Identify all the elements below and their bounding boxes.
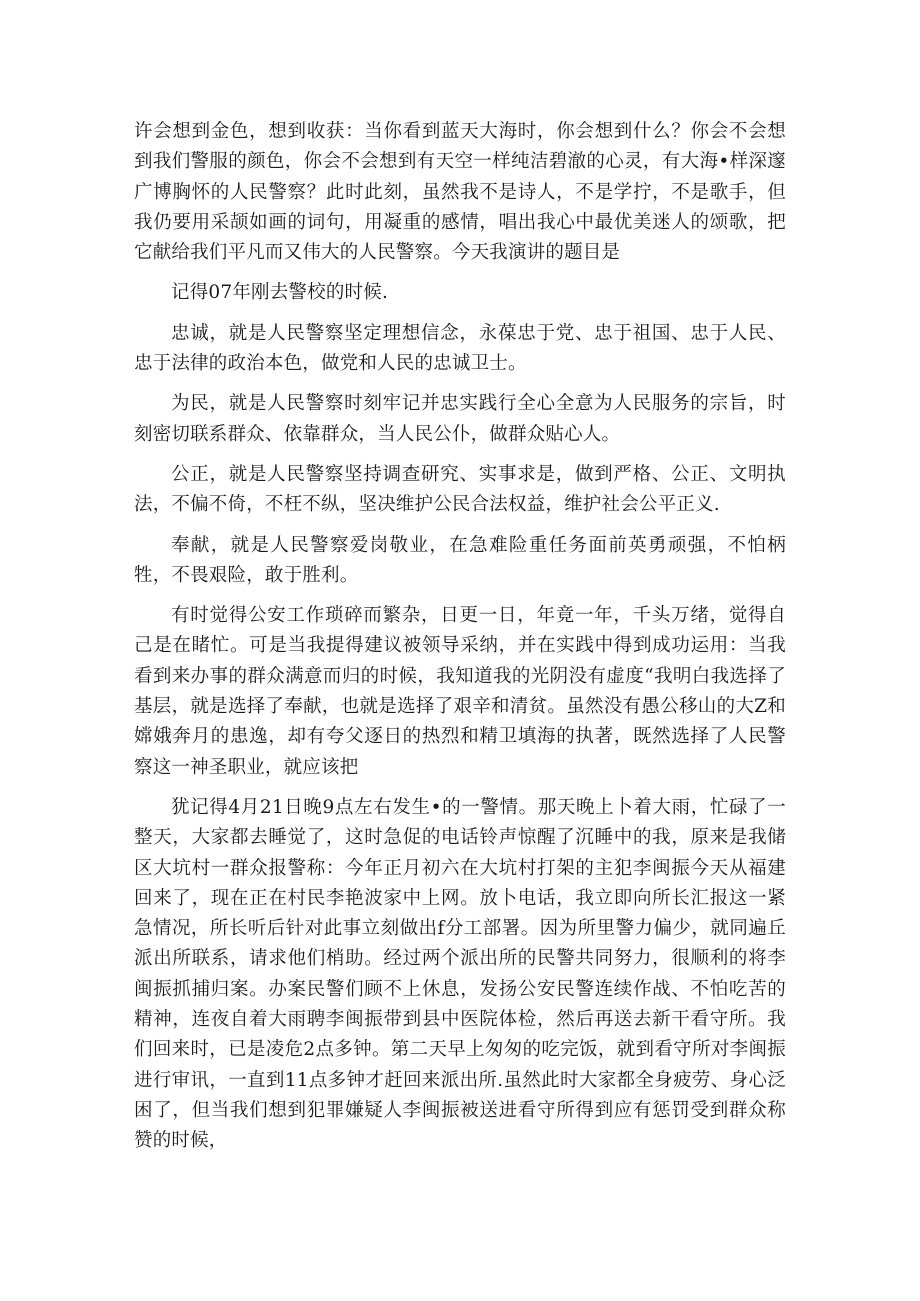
paragraph-justice: 公正，就是人民警察坚持调查研究、实事求是，做到严格、公正、文明执法，不偏不倚，不枉不纵，坚决维护公民合法权益，维护社会公平正义. [134, 463, 786, 516]
paragraph-loyalty: 忠诚，就是人民警察坚定理想信念，永葆忠于党、忠于祖国、忠于人民、忠于法律的政治本色，做党和人民的忠诚卫士。 [134, 322, 786, 375]
paragraph-incident: 犹记得4月21日晚9点左右发生•的一警情。那天晚上卜着大雨，忙碌了一整天，大家都去睡觉了，这时急促的电话铃声惊醒了沉睡中的我，原来是我储区大坑村一群众报警称：今年正月初六在大坑村打架的主犯李闽振今天从福建回来了，现在正在村民李艳波家中上网。放卜电话，我立即向所长汇报这一紧急情况，所长听后针对此事立刻做出f分工部署。因为所里警力偏少，就同遍丘派出所联系，请求他们梢助。经过两个派出所的民警共同努力，很顺利的将李闽振抓捕归案。办案民警们顾不上休息，发扬公安民警连续作战、不怕吃苦的精神，连夜自着大雨聘李闽振带到县中医院体检，然后再送去新干看守所。我们回来时，已是凌危2点多钟。第二天早上匆匆的吃完饭，就到看守所对李闽振进行审讯，一直到11点多钟才赶回来派出所.虽然此时大家都全身疲劳、身心泛困了，但当我们想到犯罪嫌疑人李闽振被送进看守所得到应有惩罚受到群众称赞的时候， [134, 796, 786, 1152]
document-page [134, 117, 786, 1167]
paragraph-daily-work: 有时觉得公安工作琐碎而繁杂，日更一日，年竟一年，千头万绪，觉得自己是在睹忙。可是当我提得建议被领导采纳，并在实践中得到成功运用：当我看到来办事的群众满意而归的时候，我知道我的光阴没有虚度“我明白我选择了基层，就是选择了奉献，也就是选择了艰辛和清贫。虽然没有愚公移山的大Z和嫦娥奔月的患逸，却有夸父逐日的热烈和精卫填海的执著，既然选择了人民警察这一神圣职业，就应该把 [134, 605, 786, 778]
paragraph-serve-people: 为民，就是人民警察时刻牢记并忠实践行全心全意为人民服务的宗旨，时刻密切联系群众、依靠群众，当人民公仆，做群众贴心人。 [134, 393, 786, 445]
paragraph-dedication: 奉献，就是人民警察爱岗敬业，在急难险重任务面前英勇顽强，不怕柄牲，不畏艰险，敢于胜利。 [134, 534, 786, 586]
paragraph-police-school: 记得07年刚去警校的时候. [171, 282, 389, 304]
paragraph-intro: 许会想到金色，想到收获：当你看到蓝天大海时，你会想到什么？你会不会想到我们警服的颜色，你会不会想到有天空一样纯洁碧澈的心灵，有大海•样深邃广博胸怀的人民警察？此时此刻，虽然我不是诗人，不是学拧，不是歌手，但我仍要用采颉如画的词句，用凝重的感情，唱出我心中最优美迷人的颂歌，把它献给我们平凡而又伟大的人民警察。今天我演讲的题目是 [134, 121, 786, 264]
